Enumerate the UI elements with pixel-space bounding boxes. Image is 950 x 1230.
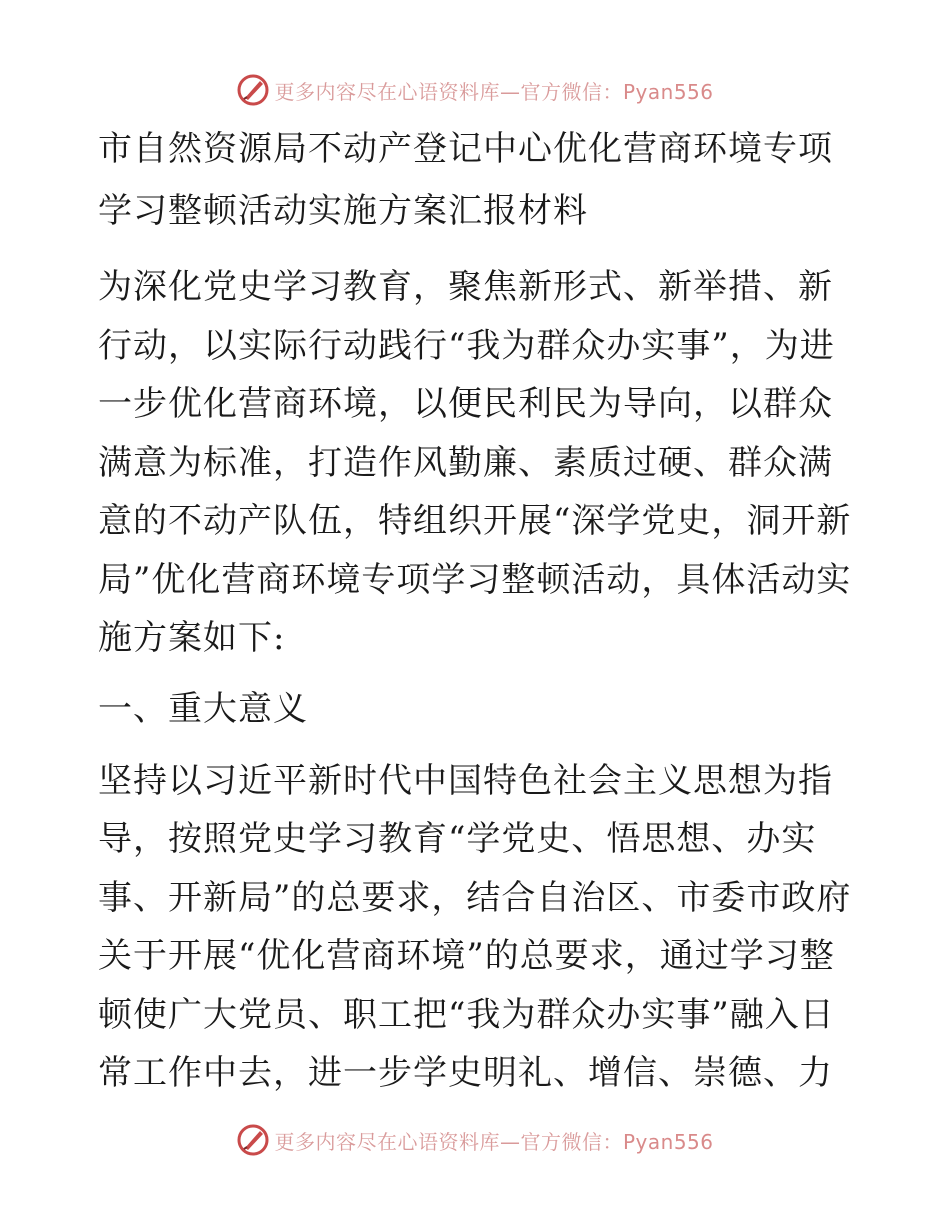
watermark-text <box>274 1126 713 1155</box>
quill-pen-logo-icon <box>236 73 270 107</box>
watermark-wechat-id: Pyan556 <box>622 79 714 104</box>
document-title: 市自然资源局不动产登记中心优化营商环境专项学习整顿活动实施方案汇报材料 <box>98 129 833 231</box>
watermark-wechat-id: Pyan556 <box>622 1129 714 1154</box>
watermark-label: 更多内容尽在心语资料库—官方微信： <box>274 1129 623 1154</box>
significance-paragraph: 坚持以习近平新时代中国特色社会主义思想为指导，按照党史学习教育“学党史、悟思想、办实事、开新局”的总要求，结合自治区、市委市政府关于开展“优化营商环境”的总要求，通过学习整顿使广大党员、职工把“我为群众办实事”融入日常工作中去，进一步学史明礼、增信、崇德、力 <box>98 760 852 1093</box>
header-watermark <box>0 70 950 110</box>
intro-paragraph: 为深化党史学习教育，聚焦新形式、新举措、新行动，以实际行动践行“我为群众办实事”，为进一步优化营商环境，以便民利民为导向，以群众满意为标准，打造作风勤廉、素质过硬、群众满意的不动产队伍，特组织开展“深学党史，洞开新局”优化营商环境专项学习整顿活动，具体活动实施方案如下: <box>98 267 852 658</box>
document-body <box>98 118 858 1103</box>
watermark-label: 更多内容尽在心语资料库—官方微信： <box>274 79 623 104</box>
quill-pen-logo-icon <box>236 1123 270 1157</box>
section-heading: 一、重大意义 <box>98 688 308 729</box>
footer-watermark <box>0 1120 950 1160</box>
watermark-text <box>274 76 713 105</box>
